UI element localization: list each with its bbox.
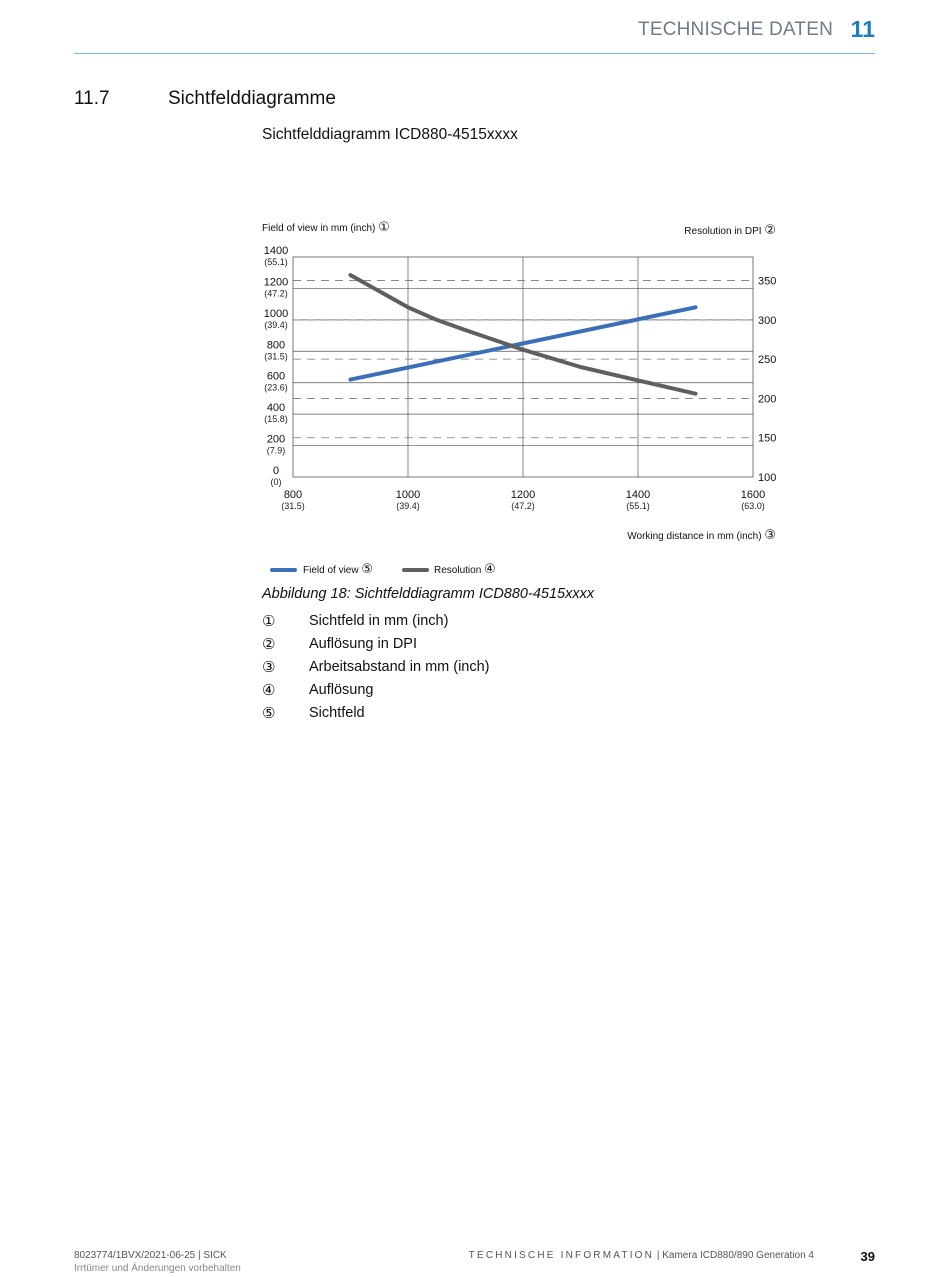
legend-label: Resolution ④ <box>434 562 496 577</box>
chapter-number: 11 <box>850 16 875 42</box>
y-left-tick-sublabel: (15.8) <box>264 414 288 425</box>
x-tick-label: 1200 <box>510 489 536 501</box>
y-left-tick-label: 200 <box>266 433 286 446</box>
chapter-title: TECHNISCHE DATEN <box>638 19 833 40</box>
x-tick-sublabel: (63.0) <box>741 501 765 511</box>
y-left-tick-sublabel: (55.1) <box>264 257 288 267</box>
y-left-tick-label: 1000 <box>263 307 289 320</box>
footer-doc-info <box>469 1250 814 1261</box>
y-left-tick-label: 1400 <box>263 245 289 257</box>
x-tick-label: 1400 <box>625 489 651 501</box>
x-tick-sublabel: (55.1) <box>626 501 650 511</box>
figure-title: Sichtfelddiagramm ICD880-4515xxxx <box>262 126 518 143</box>
x-tick-label: 1600 <box>740 489 766 501</box>
key-marker: ④ <box>262 681 276 699</box>
y-left-tick-sublabel: (47.2) <box>264 288 288 299</box>
key-marker: ⑤ <box>262 704 276 722</box>
footer-disclaimer: Irrtümer und Änderungen vorbehalten <box>74 1263 241 1274</box>
x-tick-sublabel: (47.2) <box>511 501 535 511</box>
page-number: 39 <box>860 1249 875 1264</box>
x-axis-marker: ③ <box>764 528 776 543</box>
y-left-tick-sublabel: (0) <box>270 477 282 487</box>
legend-label: Field of view ⑤ <box>303 562 374 577</box>
y-right-tick-label: 150 <box>758 432 777 445</box>
key-text: Sichtfeld <box>309 705 365 721</box>
y-left-tick-label: 800 <box>266 339 286 352</box>
y-right-tick-label: 250 <box>758 354 777 367</box>
footer-doc-type: TECHNISCHE INFORMATION <box>468 1250 655 1261</box>
right-axis-label: Resolution in DPI ② <box>684 223 776 238</box>
key-text: Auflösung in DPI <box>309 636 418 652</box>
x-tick-label: 1000 <box>395 489 421 501</box>
footer-product: | Kamera ICD880/890 Generation 4 <box>656 1250 814 1261</box>
y-left-tick-sublabel: (39.4) <box>264 319 288 330</box>
y-left-tick-label: 0 <box>272 465 280 477</box>
y-left-tick-sublabel: (31.5) <box>264 351 288 362</box>
legend-marker: ⑤ <box>361 562 374 577</box>
x-axis-label: Working distance in mm (inch) ③ <box>627 528 776 543</box>
x-tick-label: 800 <box>283 489 303 501</box>
field-of-view-chart <box>0 0 950 600</box>
key-marker: ① <box>262 612 276 630</box>
legend-marker: ④ <box>484 562 496 577</box>
section-number: 11.7 <box>74 88 110 109</box>
y-left-tick-sublabel: (23.6) <box>264 382 288 393</box>
key-marker: ② <box>262 635 276 653</box>
y-right-tick-label: 350 <box>758 275 777 288</box>
section-title: Sichtfelddiagramme <box>168 88 336 109</box>
key-text: Sichtfeld in mm (inch) <box>309 613 449 629</box>
y-left-tick-label: 400 <box>266 402 286 415</box>
key-marker: ③ <box>262 658 276 676</box>
y-right-tick-label: 300 <box>758 314 777 327</box>
x-tick-sublabel: (39.4) <box>396 501 420 511</box>
right-axis-marker: ② <box>764 223 776 238</box>
figure-caption: Abbildung 18: Sichtfelddiagramm ICD880-4515xxxx <box>262 586 595 602</box>
left-axis-marker: ① <box>378 220 390 235</box>
y-right-tick-label: 200 <box>758 393 777 406</box>
key-text: Auflösung <box>309 682 374 698</box>
y-right-tick-label: 100 <box>758 472 777 484</box>
key-text: Arbeitsabstand in mm (inch) <box>309 659 490 675</box>
y-left-tick-label: 1200 <box>263 276 289 289</box>
y-left-tick-sublabel: (7.9) <box>266 445 286 456</box>
y-left-tick-label: 600 <box>266 370 286 383</box>
footer-doc-id: 8023774/1BVX/2021-06-25 | SICK <box>74 1250 227 1261</box>
left-axis-label: Field of view in mm (inch) ① <box>262 220 390 235</box>
x-tick-sublabel: (31.5) <box>281 501 305 511</box>
